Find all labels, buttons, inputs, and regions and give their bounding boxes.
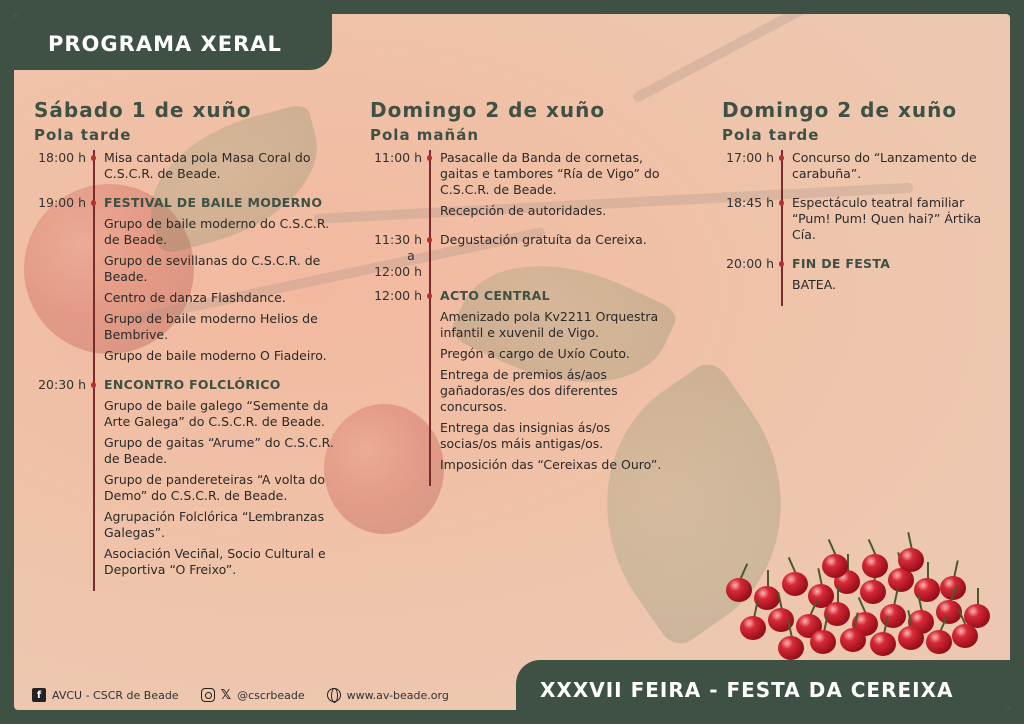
entry-time: [722, 150, 778, 187]
timeline-dot-icon: [91, 155, 96, 161]
timeline-marker: [90, 150, 98, 187]
cherry-icon: [840, 628, 866, 652]
schedule-entry: [370, 150, 670, 224]
event-item: Grupo de gaitas “Arume” do C.S.C.R. de Beade.: [104, 435, 334, 466]
event-item: Asociación Veciñal, Socio Cultural e Deportiva “O Freixo”.: [104, 546, 326, 577]
program-sheet: [14, 14, 1010, 710]
page-title: PROGRAMA XERAL: [14, 14, 332, 70]
event-item: Agrupación Folclórica “Lembranzas Galegas”.: [104, 509, 325, 540]
schedule-entry: [722, 150, 992, 187]
timeline-marker: [426, 150, 434, 224]
timeline-dot-icon: [91, 200, 96, 206]
timeline-marker: [426, 288, 434, 478]
section-heading: ACTO CENTRAL: [440, 288, 550, 303]
timeline-dot-icon: [427, 237, 432, 243]
timeline-marker: [90, 377, 98, 583]
event-item: Misa cantada pola Masa Coral do C.S.C.R. de Beade.: [104, 150, 311, 181]
entry-time: [370, 232, 426, 280]
cherry-icon: [926, 630, 952, 654]
entry-time: [722, 256, 778, 298]
timeline-dot-icon: [779, 261, 784, 267]
cherry-icon: [726, 578, 752, 602]
entry-items: [440, 288, 670, 478]
entry-items: [440, 150, 670, 224]
cherries-illustration: [712, 534, 992, 654]
schedule-entry: [722, 256, 992, 298]
time-start: 12:00 h: [374, 288, 422, 303]
timeline-dot-icon: [91, 382, 96, 388]
event-banner: XXXVII FEIRA - FESTA DA CEREIXA: [516, 660, 1010, 710]
event-item: Entrega de premios ás/aos gañadoras/es dos diferentes concursos.: [440, 367, 618, 414]
schedule-entry: [370, 232, 670, 280]
section-heading: ENCONTRO FOLCLÓRICO: [104, 377, 281, 392]
event-item: Entrega das insignias ás/os socias/os máis antigas/os.: [440, 420, 611, 451]
facebook-icon[interactable]: f: [32, 688, 46, 702]
entry-items: [792, 195, 992, 248]
social-handle[interactable]: @cscrbeade: [237, 688, 305, 702]
cherry-icon: [898, 548, 924, 572]
time-start: 19:00 h: [38, 195, 86, 210]
schedule-entry: [34, 150, 344, 187]
timeline: [370, 150, 670, 478]
event-item: Degustación gratuíta da Cereixa.: [440, 232, 647, 247]
time-start: 18:00 h: [38, 150, 86, 165]
entry-time: [34, 150, 90, 187]
section-heading: FESTIVAL DE BAILE MODERNO: [104, 195, 323, 210]
schedule-entry: [34, 377, 344, 583]
entry-items: [792, 256, 992, 298]
column-subtitle: Pola tarde: [34, 126, 132, 144]
event-item: Grupo de baile moderno O Fiadeiro.: [104, 348, 327, 363]
facebook-label[interactable]: AVCU - CSCR de Beade: [52, 688, 179, 702]
event-item: Amenizado pola Kv2211 Orquestra infantil e xuvenil de Vigo.: [440, 309, 659, 340]
section-heading: FIN DE FESTA: [792, 256, 891, 271]
cherry-icon: [870, 632, 896, 656]
time-start: 11:30 h: [374, 232, 422, 247]
timeline-marker: [778, 195, 786, 248]
timeline-dot-icon: [427, 155, 432, 161]
event-item: Recepción de autoridades.: [440, 203, 607, 218]
decorative-branch: [632, 14, 955, 103]
time-end: 12:00 h: [374, 264, 422, 279]
cherry-icon: [778, 636, 804, 660]
entry-items: [104, 377, 344, 583]
timeline: [722, 150, 992, 298]
cherry-icon: [782, 572, 808, 596]
instagram-icon[interactable]: [201, 688, 215, 702]
event-item: Grupo de baile moderno do C.S.C.R. de Beade.: [104, 216, 330, 247]
cherry-icon: [862, 554, 888, 578]
entry-time: [34, 195, 90, 369]
cherry-icon: [754, 586, 780, 610]
event-item: BATEA.: [792, 277, 836, 292]
schedule-column-saturday: [34, 98, 344, 591]
event-item: Espectáculo teatral familiar “Pum! Pum! Quen hai?” Ártika Cía.: [792, 195, 982, 242]
event-item: Grupo de pandereteiras “A volta do Demo” do C.S.C.R. de Beade.: [104, 472, 325, 503]
schedule-column-sunday-afternoon: [722, 98, 992, 306]
event-item: Centro de danza Flashdance.: [104, 290, 286, 305]
schedule-entry: [34, 195, 344, 369]
x-icon[interactable]: 𝕏: [220, 687, 232, 703]
event-item: Grupo de baile galego “Semente da Arte Galega” do C.S.C.R. de Beade.: [104, 398, 329, 429]
entry-time: [370, 150, 426, 224]
entry-time: [34, 377, 90, 583]
entry-items: [792, 150, 992, 187]
entry-items: [104, 150, 344, 187]
cherry-icon: [822, 554, 848, 578]
entry-time: [370, 288, 426, 478]
schedule-entry: [722, 195, 992, 248]
event-item: Pregón a cargo de Uxío Couto.: [440, 346, 630, 361]
schedule-column-sunday-morning: [370, 98, 670, 486]
time-separator: a: [407, 248, 415, 263]
event-item: Imposición das “Cereixas de Ouro”.: [440, 457, 662, 472]
column-subtitle: Pola tarde: [722, 126, 820, 144]
cherry-icon: [740, 616, 766, 640]
cherry-icon: [810, 630, 836, 654]
timeline-marker: [426, 232, 434, 280]
event-item: Grupo de baile moderno Helios de Bembrive.: [104, 311, 318, 342]
time-start: 20:00 h: [726, 256, 774, 271]
timeline-marker: [778, 150, 786, 187]
timeline-dot-icon: [779, 155, 784, 161]
event-item: Grupo de sevillanas do C.S.C.R. de Beade.: [104, 253, 321, 284]
event-item: Concurso do “Lanzamento de carabuña”.: [792, 150, 977, 181]
time-start: 18:45 h: [726, 195, 774, 210]
website-link[interactable]: www.av-beade.org: [346, 688, 449, 702]
column-title: Sábado 1 de xuño: [34, 98, 252, 122]
entry-items: [440, 232, 670, 280]
time-start: 11:00 h: [374, 150, 422, 165]
globe-icon[interactable]: [327, 688, 341, 702]
cherry-icon: [952, 624, 978, 648]
schedule-entry: [370, 288, 670, 478]
column-subtitle: Pola mañán: [370, 126, 480, 144]
timeline: [34, 150, 344, 583]
timeline-dot-icon: [427, 293, 432, 299]
cherry-icon: [860, 580, 886, 604]
cherry-icon: [898, 626, 924, 650]
time-start: 17:00 h: [726, 150, 774, 165]
entry-items: [104, 195, 344, 369]
entry-time: [722, 195, 778, 248]
time-start: 20:30 h: [38, 377, 86, 392]
timeline-dot-icon: [779, 200, 784, 206]
column-title: Domingo 2 de xuño: [722, 98, 958, 122]
timeline-marker: [778, 256, 786, 298]
timeline-marker: [90, 195, 98, 369]
event-item: Pasacalle da Banda de cornetas, gaitas e tambores “Ría de Vigo” do C.S.C.R. de Beade.: [440, 150, 660, 197]
column-title: Domingo 2 de xuño: [370, 98, 606, 122]
